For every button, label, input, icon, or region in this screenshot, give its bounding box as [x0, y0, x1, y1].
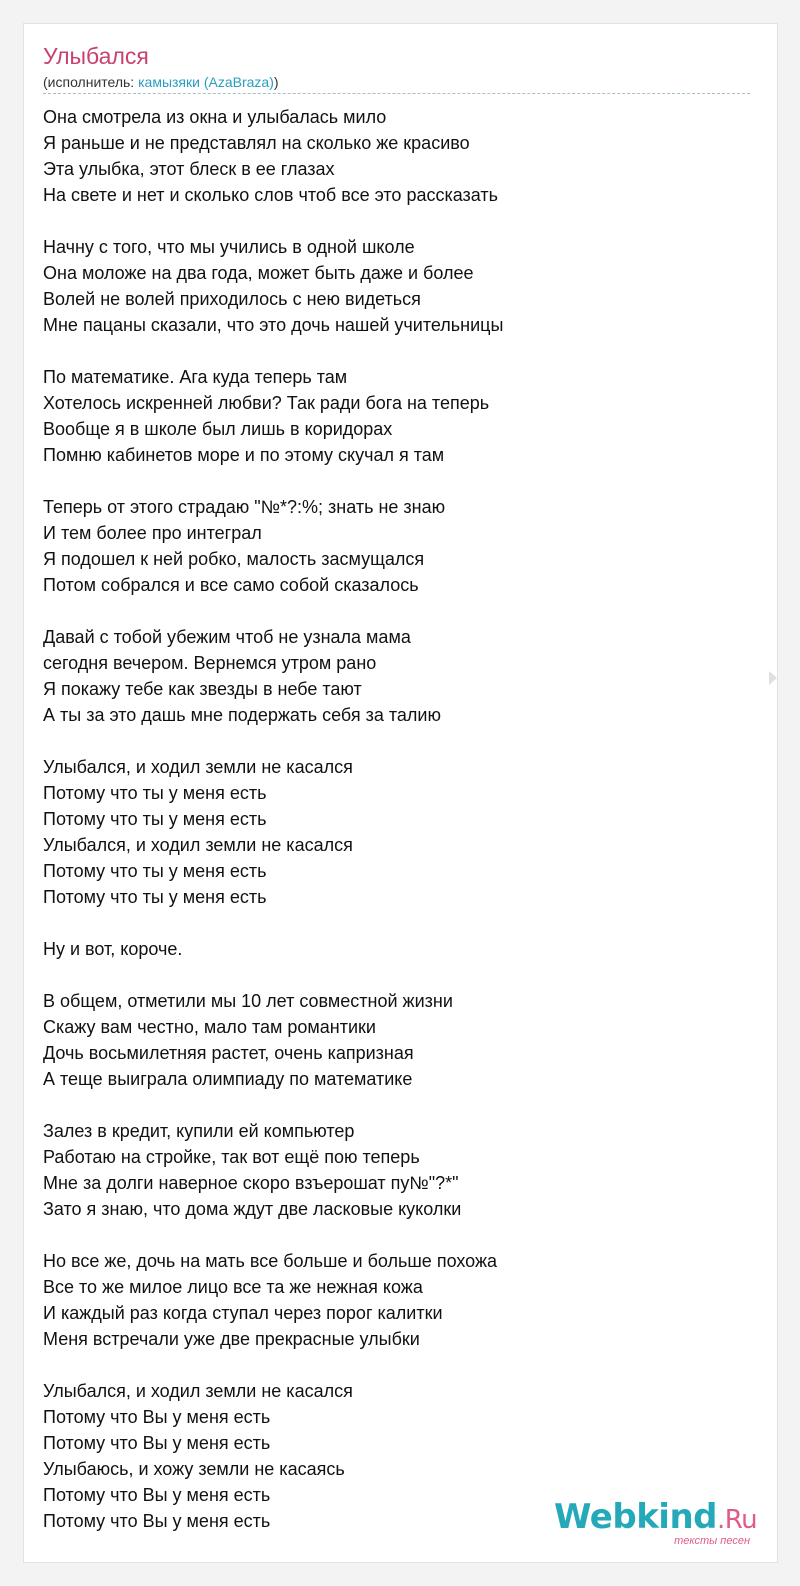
lyric-line: Все то же милое лицо все та же нежная кожа — [43, 1277, 423, 1297]
lyric-line: Эта улыбка, этот блеск в ее глазах — [43, 159, 335, 179]
artist-prefix: (исполнитель: — [43, 74, 139, 90]
lyric-line: Потому что Вы у меня есть — [43, 1511, 271, 1531]
lyric-line: На свете и нет и сколько слов чтоб все это рассказать — [43, 185, 499, 205]
title-divider — [43, 93, 750, 94]
artist-line — [43, 73, 279, 91]
lyric-line: Дочь восьмилетняя растет, очень капризная — [43, 1043, 414, 1063]
side-arrow-icon[interactable] — [769, 671, 777, 685]
lyric-line: Потому что Вы у меня есть — [43, 1485, 271, 1505]
lyric-line: Улыбался, и ходил земли не касался — [43, 1381, 353, 1401]
lyric-line: Она моложе на два года, может быть даже и более — [43, 263, 474, 283]
lyric-line: Потому что ты у меня есть — [43, 887, 267, 907]
lyric-line: Хотелось искренней любви? Так ради бога на теперь — [43, 393, 490, 413]
lyric-stanza — [43, 494, 743, 598]
lyrics-card — [23, 23, 778, 1563]
lyric-line: Улыбался, и ходил земли не касался — [43, 835, 353, 855]
lyric-line: Начну с того, что мы учились в одной школе — [43, 237, 415, 257]
lyric-line: Скажу вам честно, мало там романтики — [43, 1017, 376, 1037]
lyric-line: Залез в кредит, купили ей компьютер — [43, 1121, 355, 1141]
lyric-stanza — [43, 988, 743, 1092]
lyric-line: сегодня вечером. Вернемся утром рано — [43, 653, 377, 673]
lyric-stanza — [43, 364, 743, 468]
lyric-line: А ты за это дашь мне подержать себя за талию — [43, 705, 441, 725]
lyric-line: Улыбаюсь, и хожу земли не касаясь — [43, 1459, 345, 1479]
lyric-line: Работаю на стройке, так вот ещё пою теперь — [43, 1147, 420, 1167]
artist-suffix: ) — [273, 74, 279, 90]
lyric-line: Она смотрела из окна и улыбалась мило — [43, 107, 387, 127]
lyric-line: Мне за долги наверное скоро взъерошат пу№"?*" — [43, 1173, 459, 1193]
logo-tagline: тексты песен — [674, 1535, 750, 1547]
lyric-line: Потому что Вы у меня есть — [43, 1407, 271, 1427]
lyric-line: Потому что ты у меня есть — [43, 861, 267, 881]
lyric-stanza — [43, 754, 743, 910]
lyric-line: Улыбался, и ходил земли не касался — [43, 757, 353, 777]
lyric-line: Волей не волей приходилось с нею видеться — [43, 289, 421, 309]
lyric-line: Потому что ты у меня есть — [43, 809, 267, 829]
lyric-line: Вообще я в школе был лишь в коридорах — [43, 419, 393, 439]
lyric-line: Потом собрался и все само собой сказалось — [43, 575, 419, 595]
artist-link[interactable]: камызяки (AzaBraza) — [138, 74, 274, 90]
lyric-stanza — [43, 104, 743, 208]
lyric-line: Помню кабинетов море и по этому скучал я там — [43, 445, 445, 465]
lyric-line: Потому что ты у меня есть — [43, 783, 267, 803]
lyric-line: Мне пацаны сказали, что это дочь нашей учительницы — [43, 315, 504, 335]
lyric-stanza — [43, 624, 743, 728]
lyric-line: Потому что Вы у меня есть — [43, 1433, 271, 1453]
song-title: Улыбался — [43, 43, 149, 69]
lyric-line: А теще выиграла олимпиаду по математике — [43, 1069, 413, 1089]
lyric-line: И каждый раз когда ступал через порог калитки — [43, 1303, 443, 1323]
lyric-stanza — [43, 1118, 743, 1222]
logo-suffix: .Ru — [717, 1505, 758, 1535]
site-logo[interactable] — [554, 1497, 768, 1551]
lyric-stanza — [43, 234, 743, 338]
lyric-line: Давай с тобой убежим чтоб не узнала мама — [43, 627, 411, 647]
lyric-line: Я покажу тебе как звезды в небе тают — [43, 679, 362, 699]
lyric-line: Меня встречали уже две прекрасные улыбки — [43, 1329, 420, 1349]
lyrics-body — [43, 104, 743, 1560]
lyric-line: По математике. Ага куда теперь там — [43, 367, 348, 387]
lyric-line: В общем, отметили мы 10 лет совместной жизни — [43, 991, 453, 1011]
lyric-stanza — [43, 1248, 743, 1352]
lyric-line: И тем более про интеграл — [43, 523, 262, 543]
lyric-line: Я подошел к ней робко, малость засмущался — [43, 549, 425, 569]
logo-text — [554, 1497, 757, 1540]
lyric-line: Зато я знаю, что дома ждут две ласковые куколки — [43, 1199, 462, 1219]
logo-main: Webkind — [554, 1497, 717, 1537]
lyric-stanza — [43, 936, 743, 962]
lyric-line: Но все же, дочь на мать все больше и больше похожа — [43, 1251, 498, 1271]
lyric-line: Теперь от этого страдаю "№*?:%; знать не знаю — [43, 497, 446, 517]
lyric-line: Ну и вот, короче. — [43, 939, 183, 959]
lyric-line: Я раньше и не представлял на сколько же красиво — [43, 133, 470, 153]
